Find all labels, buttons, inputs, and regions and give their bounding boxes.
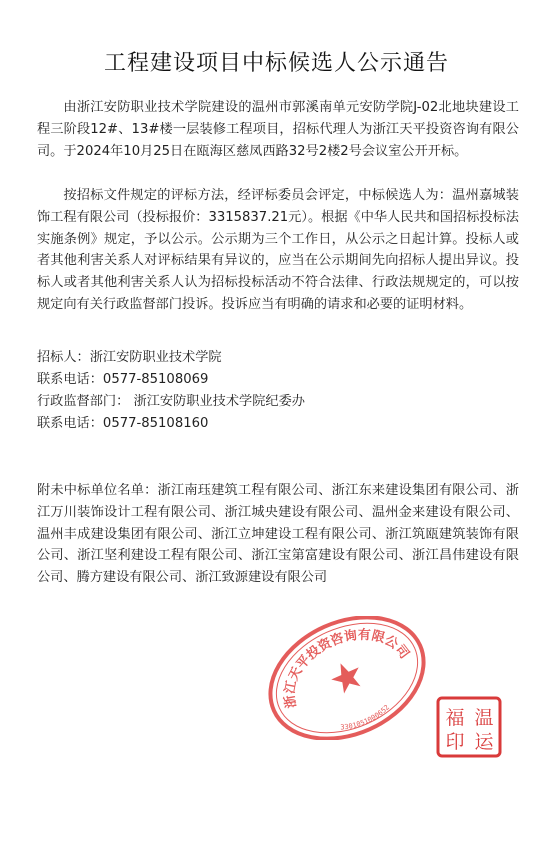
chop-char-1: 温 [474, 707, 494, 729]
supervisor-line: 行政监督部门： 浙江安防职业技术学院纪委办 [37, 394, 305, 409]
seal-org-name: 浙江天平投资咨询有限公司 [282, 627, 412, 710]
notice-paragraph-opening: 由浙江安防职业技术学院建设的温州市郭溪南单元安防学院J-02北地块建设工程三阶段12#、13#楼一层装修工程项目，招标代理人为浙江天平投资咨询有限公司。于2024年10月25日在瓯海区慈凤西路32号2楼2号会议室公开开标。 [37, 100, 519, 159]
tenderer-phone-line: 联系电话：0577-85108069 [37, 372, 209, 387]
company-seal-stamp [262, 616, 432, 740]
chop-char-3: 福 [445, 707, 465, 729]
chop-char-2: 运 [474, 731, 494, 753]
supervisor-phone-line: 联系电话：0577-85108160 [37, 416, 209, 431]
unsuccessful-bidders-list: 附未中标单位名单：浙江南珏建筑工程有限公司、浙江东来建设集团有限公司、浙江万川装饰设计工程有限公司、浙江城央建设有限公司、温州金来建设有限公司、温州丰成建设集团有限公司、浙江立坤建设工程有限公司、浙江筑瓯建筑装饰有限公司、浙江坚利建设工程有限公司、浙江宝第富建设有限公司、浙江昌伟建设有限公司、腾方建设有限公司、浙江致源建设有限公司 [37, 483, 519, 586]
personal-name-chop [436, 696, 502, 758]
notice-title: 工程建设项目中标候选人公示通告 [103, 51, 449, 76]
chop-char-4: 印 [445, 731, 465, 753]
notice-paragraph-evaluation: 按招标文件规定的评标方法，经评标委员会评定，中标候选人为：温州嘉城装饰工程有限公司（投标报价：3315837.21元）。根据《中华人民共和国招标投标法实施条例》规定，予以公示。公示期为三个工作日，从公示之日起计算。投标人或者其他利害关系人对评标结果有异议的，应当在公示期间先向招标人提出异议。投标人或者其他利害关系人认为招标投标活动不符合法律、行政法规规定的，可以按规定向有关行政监督部门投诉。投诉应当有明确的请求和必要的证明材料。 [37, 188, 519, 312]
seal-code: 3301051000652 [340, 703, 392, 732]
seal-star-icon [327, 657, 366, 696]
tenderer-line: 招标人：浙江安防职业技术学院 [37, 350, 222, 365]
